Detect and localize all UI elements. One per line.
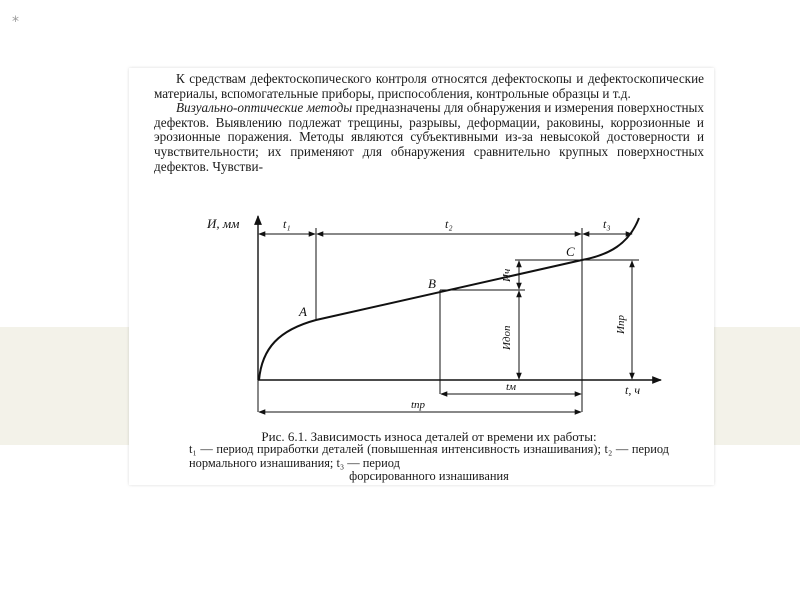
caption-title: Рис. 6.1. Зависимость износа деталей от времени их работы: xyxy=(261,429,597,444)
paragraph-2-italic: Визуально-оптические методы xyxy=(176,100,353,116)
label-t3: t₃ xyxy=(603,217,611,231)
label-point-a: A xyxy=(299,304,307,319)
label-i-dop: Идоп xyxy=(501,325,513,350)
caption-last-line: форсированного изнашивания xyxy=(349,469,509,484)
document-page xyxy=(129,68,714,485)
y-axis-label: И, мм xyxy=(207,216,240,231)
caption-legend: t₁ — период приработки деталей (повышенная интенсивность изнашивания); t₂ — период нормального изнашивания; t₃ — период xyxy=(189,442,669,470)
paragraph-1: К средствам дефектоскопического контроля относятся дефектоскопы и дефектоскопические материалы, вспомогательные приборы, приспособления, контрольные образцы и т.д. xyxy=(154,71,704,101)
figure-caption xyxy=(189,430,669,484)
label-point-c: C xyxy=(566,244,575,259)
label-t2: t₂ xyxy=(445,217,453,231)
label-t-m: tм xyxy=(506,381,517,393)
slide-corner-mark: * xyxy=(12,14,19,30)
label-t1: t₁ xyxy=(283,217,291,231)
paragraph-2-rest: предназначены для обнаружения и измерения поверхностных дефектов. Выявлению подлежат трещины, разрывы, деформации, раковины, коррозионные и эрозионные поражения. Методы являются субъективными из-за невысокой достоверности и чувствительности; их применяют для обнаружения сравнительно крупных поверхностных дефектов. Чувстви- xyxy=(154,100,704,174)
label-i-ch: Ич xyxy=(501,268,513,282)
wear-diagram xyxy=(129,68,714,485)
label-point-b: B xyxy=(428,276,436,291)
label-x-axis: t, ч xyxy=(625,383,641,397)
label-t-pr: tпр xyxy=(411,399,426,411)
label-i-pr: Ипр xyxy=(615,315,627,334)
